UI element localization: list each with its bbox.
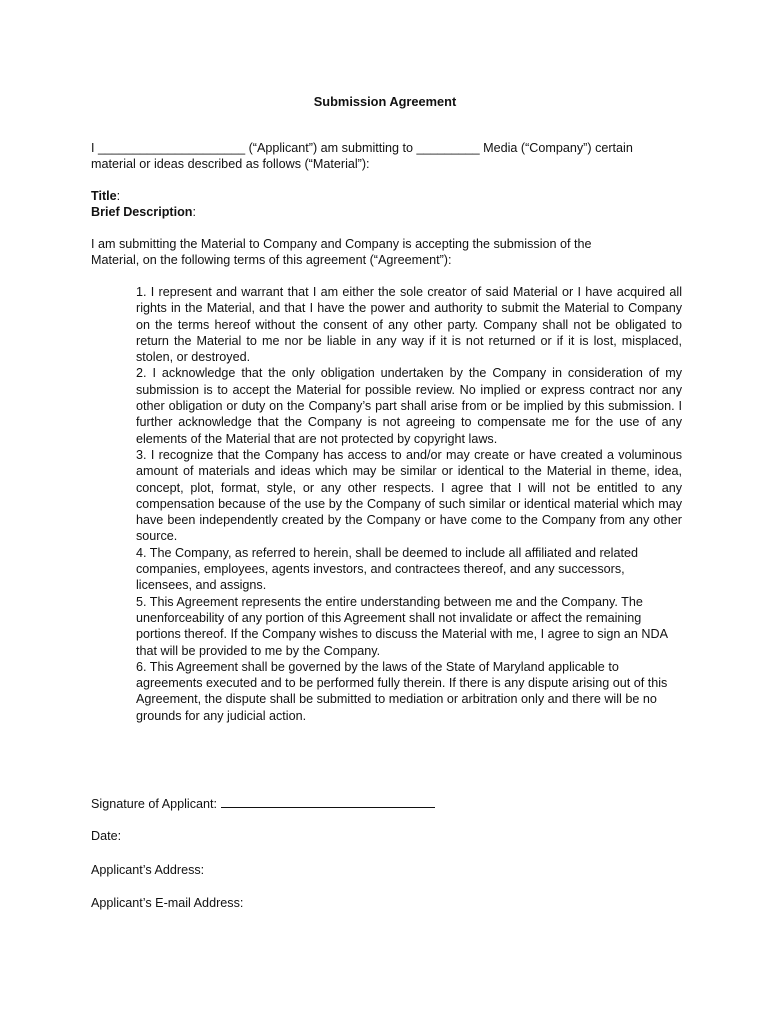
address-row <box>91 862 691 878</box>
terms-intro-paragraph <box>91 236 691 269</box>
signature-row <box>91 795 691 812</box>
clause-4: 4. The Company, as referred to herein, shall be deemed to include all affiliated and related companies, employees, agents investors, and contractees thereof, and any successors, licensees, and assigns. <box>136 545 638 593</box>
brief-description-row: Brief Description: <box>91 205 196 220</box>
date-row <box>91 828 691 844</box>
signature-label: Signature of Applicant: <box>91 797 218 811</box>
intro-paragraph <box>91 140 711 173</box>
title-label: Title <box>91 189 117 203</box>
page-title: Submission Agreement <box>313 94 457 109</box>
terms-intro-line-2: Material, on the following terms of this agreement (“Agreement”): <box>91 253 452 268</box>
email-row <box>91 895 691 911</box>
intro-line-2: material or ideas described as follows (“Material”): <box>91 157 370 172</box>
clause-5: 5. This Agreement represents the entire understanding between me and the Company. The unenforceability of any portion of this Agreement shall not invalidate or affect the remaining portions thereof. If the Company wishes to discuss the Material with me, I agree to sign an NDA that will be provided to me by the Company. <box>136 594 668 658</box>
email-label: Applicant’s E-mail Address: <box>91 896 244 910</box>
clause-2: 2. I acknowledge that the only obligation undertaken by the Company in consideration of my submission is to accept the Material for possible review. No implied or express contract nor any other obligation or duty on the Company’s part shall arise from or be implied by this submission. I further acknowledge that the Company is not agreeing to compensate me for the use of any elements of the Material that are not protected by copyright laws. <box>136 366 682 446</box>
date-label: Date: <box>91 829 122 843</box>
intro-line-1: I _____________________ (“Applicant”) am submitting to _________ Media (“Company”) certain <box>91 141 633 155</box>
clause-6: 6. This Agreement shall be governed by the laws of the State of Maryland applicable to agreements executed and to be performed fully therein. If there is any dispute arising out of this Agreement, the dispute shall be submitted to mediation or arbitration only and there will be no grounds for any judicial action. <box>136 659 668 723</box>
clause-3: 3. I recognize that the Company has access to and/or may create or have created a voluminous amount of materials and ideas which may be similar or identical to the Material in theme, idea, concept, plot, format, style, or any other respects. I agree that I will not be entitled to any compensation because of the use by the Company of such similar or identical material which may have been independently created by the Company or have come to the Company from any other source. <box>136 447 682 544</box>
material-labels <box>91 188 691 221</box>
terms-intro-line-1: I am submitting the Material to Company and Company is accepting the submission of the <box>91 237 592 251</box>
clause-1: 1. I represent and warrant that I am either the sole creator of said Material or I have acquired all rights in the Material, and that I have the power and authority to submit the Material to Company on the terms hereof without the consent of any other party. Company shall not be obligated to return the Material to me nor be liable in any way if it is not returned or if it is lost, misplaced, stolen, or destroyed. <box>136 285 682 365</box>
address-label: Applicant’s Address: <box>91 863 205 877</box>
brief-description-label: Brief Description <box>91 205 193 220</box>
signature-line[interactable] <box>221 795 435 808</box>
clause-list <box>136 284 682 724</box>
title-field-row: Title: <box>91 189 121 203</box>
